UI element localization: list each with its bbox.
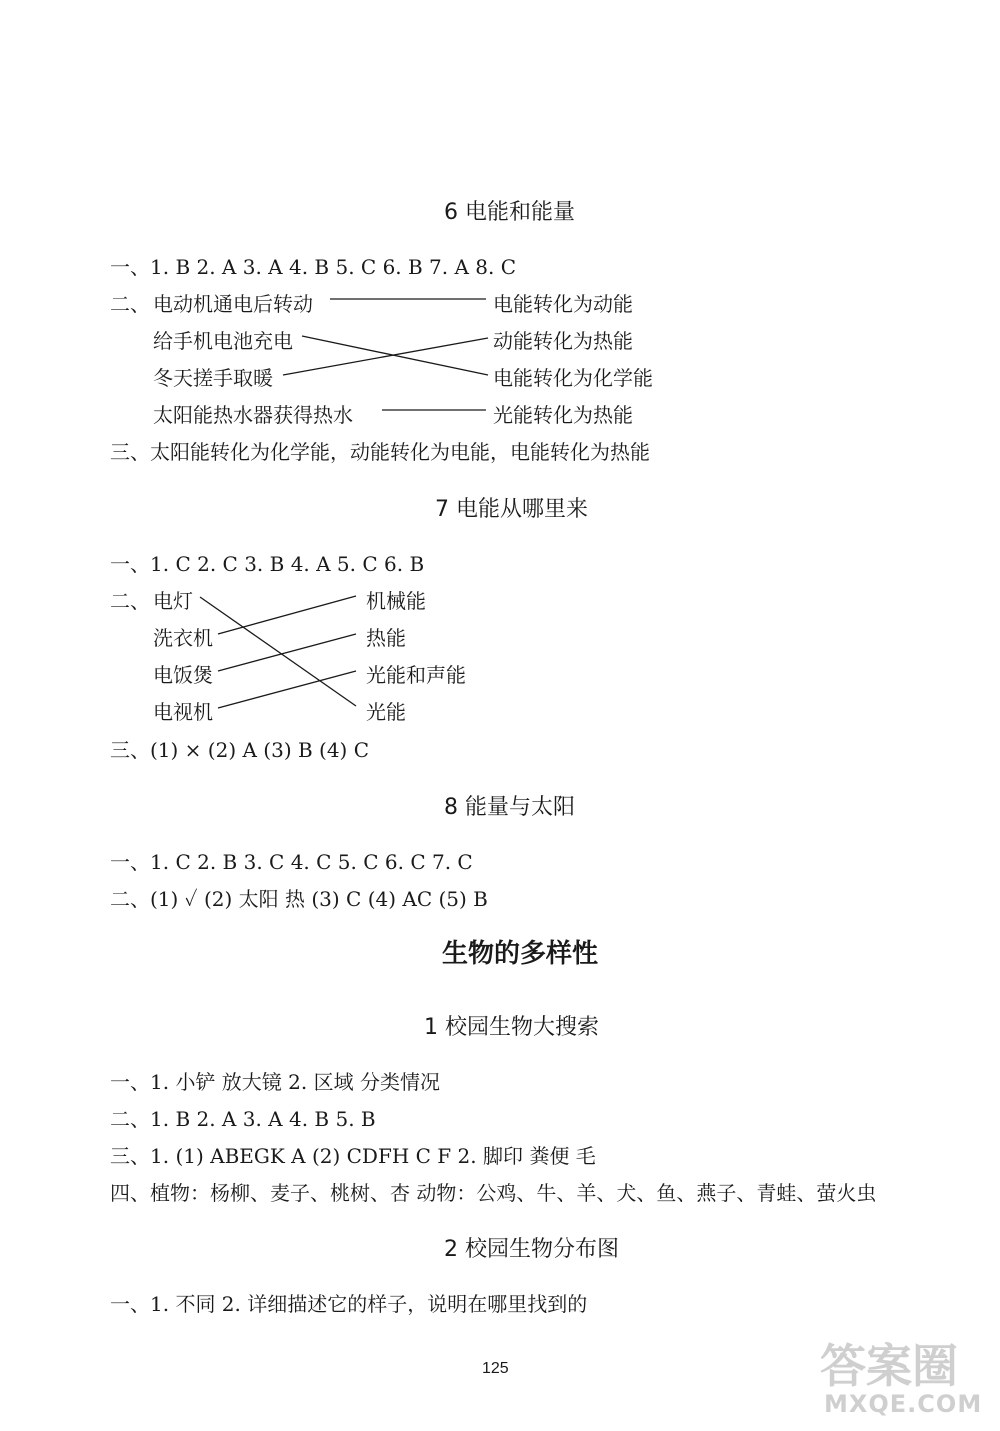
unit-section-1-title: 1 校园生物大搜索 — [424, 1015, 599, 1040]
s7-line-3-to-2 — [218, 634, 356, 671]
section-8-title: 8 能量与太阳 — [444, 795, 575, 820]
section-6-left-item-4: 太阳能热水器获得热水 — [153, 403, 353, 427]
s6-line-3-to-2 — [283, 338, 488, 375]
section-8-answer-line-2: 二、(1) ✓ (2) 太阳 热 (3) C (4) AC (5) B — [110, 887, 488, 911]
s7-line-2-to-1 — [218, 596, 356, 634]
watermark-logo-mark: 答案圈 — [820, 1339, 958, 1393]
unit-section-1-line-2: 二、1. B 2. A 3. A 4. B 5. B — [110, 1107, 376, 1131]
section-6-right-item-3: 电能转化为化学能 — [493, 366, 653, 390]
section-7-right-item-4: 光能 — [366, 700, 406, 724]
section-8-answer-line-1: 一、1. C 2. B 3. C 4. C 5. C 6. C 7. C — [110, 850, 473, 874]
section-6-answer-line-1: 一、1. B 2. A 3. A 4. B 5. C 6. B 7. A 8. C — [110, 255, 517, 279]
section-6-right-item-1: 电能转化为动能 — [493, 292, 633, 316]
page-number: 125 — [482, 1360, 509, 1377]
s7-line-1-to-4 — [200, 597, 356, 706]
s6-line-2-to-3 — [302, 336, 488, 375]
section-7-answer-line-1: 一、1. C 2. C 3. B 4. A 5. C 6. B — [110, 552, 425, 576]
section-7-right-item-3: 光能和声能 — [366, 663, 466, 687]
section-7-left-item-1: 电灯 — [153, 589, 193, 613]
unit-section-1-line-3: 三、1. (1) ABEGK A (2) CDFH C F 2. 脚印 粪便 毛 — [110, 1144, 596, 1168]
section-6-right-item-4: 光能转化为热能 — [493, 403, 633, 427]
section-7-left-item-4: 电视机 — [153, 700, 213, 724]
section-6-title: 6 电能和能量 — [444, 200, 575, 225]
section-6-left-item-3: 冬天搓手取暖 — [153, 366, 273, 390]
watermark-logo-url: MXQE.COM — [824, 1390, 983, 1418]
section-7-title: 7 电能从哪里来 — [435, 497, 588, 522]
s7-line-4-to-3 — [218, 671, 356, 708]
section-7-left-item-3: 电饭煲 — [153, 663, 213, 687]
section-6-left-item-1: 电动机通电后转动 — [153, 292, 313, 316]
section-6-matching-prefix: 二、 — [110, 292, 150, 316]
section-7-answer-line-3: 三、(1) × (2) A (3) B (4) C — [110, 738, 370, 762]
watermark-logo — [810, 1330, 985, 1425]
section-7-left-item-2: 洗衣机 — [153, 626, 213, 650]
section-6-answer-line-3: 三、太阳能转化为化学能，动能转化为电能，电能转化为热能 — [110, 440, 650, 464]
unit-section-1-line-4: 四、植物：杨柳、麦子、桃树、杏 动物：公鸡、牛、羊、犬、鱼、燕子、青蛙、萤火虫 — [110, 1181, 877, 1205]
section-7-right-item-2: 热能 — [366, 626, 406, 650]
unit-section-2-title: 2 校园生物分布图 — [444, 1237, 619, 1262]
unit-section-2-line-1: 一、1. 不同 2. 详细描述它的样子，说明在哪里找到的 — [110, 1292, 588, 1316]
section-6-left-item-2: 给手机电池充电 — [153, 329, 293, 353]
section-7-right-item-1: 机械能 — [366, 589, 426, 613]
unit-section-1-line-1: 一、1. 小铲 放大镜 2. 区域 分类情况 — [110, 1070, 440, 1094]
section-6-right-item-2: 动能转化为热能 — [493, 329, 633, 353]
unit-title: 生物的多样性 — [442, 939, 599, 969]
section-7-matching-prefix: 二、 — [110, 589, 150, 613]
